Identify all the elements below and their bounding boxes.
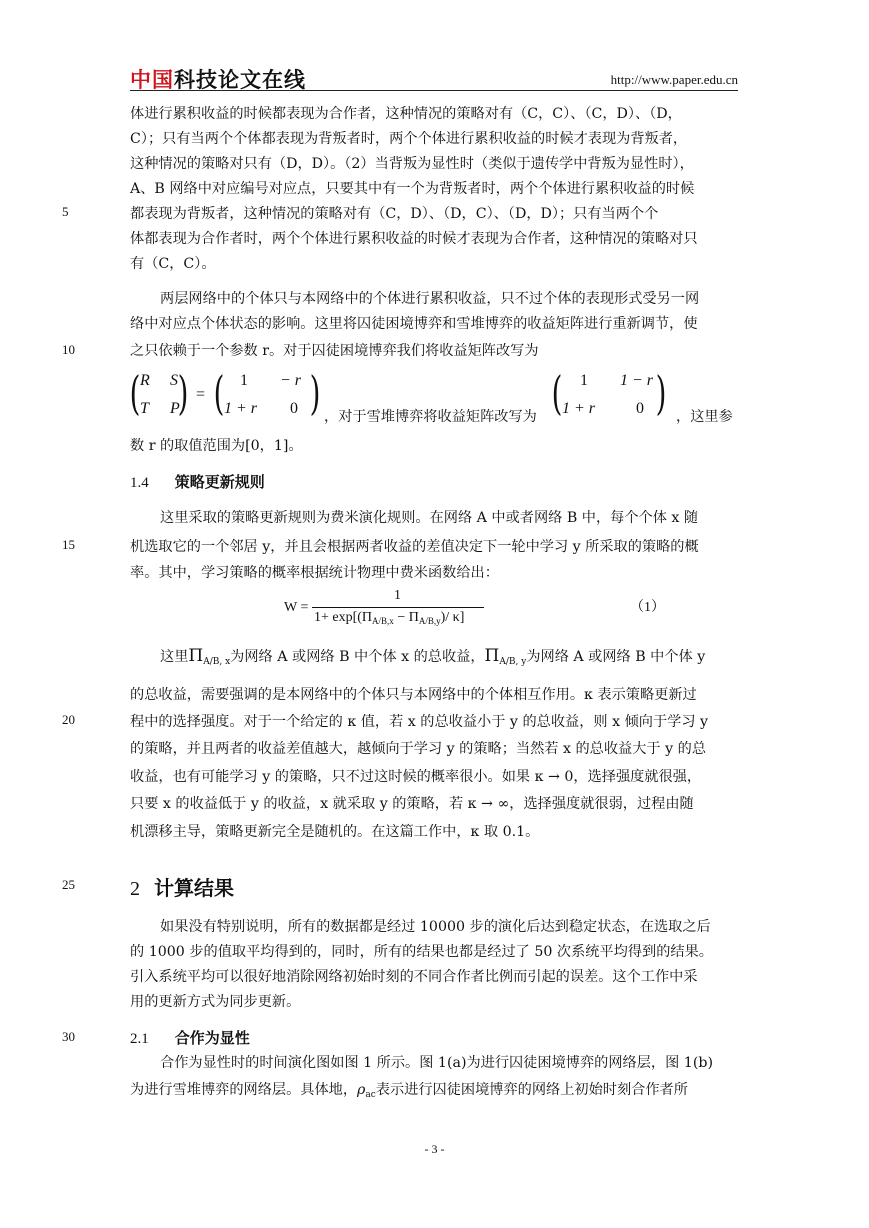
matrix-cell: 0 xyxy=(290,400,298,417)
matrix-cell: R xyxy=(140,372,150,389)
paragraph-line: 这里采取的策略更新规则为费米演化规则。在网络 A 中或者网络 B 中，每个个体 x 随 xyxy=(160,510,699,526)
matrix-cell: T xyxy=(140,400,149,417)
equals-sign: = xyxy=(196,386,206,403)
paragraph-line: 这种情况的策略对只有（D，D）。（2）当背叛为显性时（类似于遗传学中背叛为显性时）， xyxy=(130,156,694,172)
paragraph-line: 这里$\Pi_{A/B, x}$为网络 A 或网络 B 中个体 x 的总收益，$\Pi_{A/B, y}$为网络 A 或网络 B 中个体 y xyxy=(160,646,706,667)
left-paren: ( xyxy=(551,366,563,420)
paragraph-line: A、B 网络中对应编号对应点，只要其中有一个为背叛者时，两个个体进行累积收益的时候 xyxy=(130,181,695,197)
equation-numerator: 1 xyxy=(394,588,401,603)
matrix-text: ，对于雪堆博弈将收益矩阵改写为 xyxy=(324,409,537,425)
matrix-cell: 1 + r xyxy=(224,400,258,417)
matrix-text: ，这里参 xyxy=(676,409,733,425)
left-paren: ( xyxy=(129,366,141,420)
paragraph-line: 引入系统平均可以很好地消除网络初始时刻的不同合作者比例而引起的误差。这个工作中采 xyxy=(130,969,698,985)
left-paren: ( xyxy=(213,366,225,420)
paragraph-line: 如果没有特别说明，所有的数据都是经过 10000 步的演化后达到稳定状态，在选取之后 xyxy=(160,919,711,935)
paragraph-line: 只要 x 的收益低于 y 的收益，x 就采取 y 的策略，若 κ → ∞，选择强度就很弱，过程由随 xyxy=(130,796,694,812)
matrix-cell: P xyxy=(170,400,180,417)
section-heading: 2 计算结果 xyxy=(130,876,234,900)
line-number-20: 20 xyxy=(62,712,75,727)
paragraph-line: 的总收益，需要强调的是本网络中的个体只与本网络中的个体相互作用。κ 表示策略更新过 xyxy=(130,687,697,703)
equation-label: （1） xyxy=(630,600,665,615)
paragraph-line: 的 1000 步的值取平均得到的，同时，所有的结果也都是经过了 50 次系统平均得到的结果。 xyxy=(130,944,713,960)
paragraph-line: 两层网络中的个体只与本网络中的个体进行累积收益，只不过个体的表现形式受另一网 xyxy=(160,291,700,307)
matrix-cell: 1 xyxy=(580,372,588,389)
equation-denominator: $1+ \exp[(\Pi_{A/B,x} - \Pi_{A/B,y})/$ κ] xyxy=(314,610,465,626)
paragraph-line: 用的更新方式为同步更新。 xyxy=(130,994,301,1010)
paragraph-line: 之只依赖于一个参数 r。对于囚徒困境博弈我们将收益矩阵改写为 xyxy=(130,343,539,359)
header-rule xyxy=(130,90,738,91)
matrix-cell: 1 − r xyxy=(620,372,654,389)
paragraph-line: 率。其中，学习策略的概率根据统计物理中费米函数给出： xyxy=(130,565,499,581)
section-heading: 2.1 合作为显性 xyxy=(130,1029,250,1047)
paragraph-line: 机选取它的一个邻居 y，并且会根据两者收益的差值决定下一轮中学习 y 所采取的策略的概 xyxy=(130,539,699,555)
paragraph-line: 体进行累积收益的时候都表现为合作者，这种情况的策略对有（C，C）、（C，D）、（D， xyxy=(130,106,682,122)
paragraph-line: 程中的选择强度。对于一个给定的 κ 值，若 x 的总收益小于 y 的总收益，则 x 倾向于学习 y xyxy=(130,714,709,730)
right-paren: ) xyxy=(655,366,667,420)
journal-logo: 中国科技论文在线 xyxy=(130,68,306,92)
line-number-5: 5 xyxy=(62,204,69,219)
paragraph-line: 络中对应点个体状态的影响。这里将囚徒困境博弈和雪堆博弈的收益矩阵进行重新调节，使 xyxy=(130,316,698,332)
fraction-bar xyxy=(312,607,484,608)
line-number-15: 15 xyxy=(62,537,75,552)
line-number-30: 30 xyxy=(62,1029,75,1044)
matrix-cell: 1 + r xyxy=(562,400,596,417)
paragraph-line: 都表现为背叛者，这种情况的策略对有（C，D）、（D，C）、（D，D）；只有当两个个 xyxy=(130,206,659,222)
line-number-25: 25 xyxy=(62,877,75,892)
equation-lhs: W = xyxy=(284,600,309,615)
paragraph-line: 数 r 的取值范围为[0，1]。 xyxy=(130,438,303,454)
header-url[interactable]: http://www.paper.edu.cn xyxy=(610,72,738,87)
page-number: - 3 - xyxy=(424,1142,445,1156)
right-paren: ) xyxy=(177,366,189,420)
matrix-cell: 1 xyxy=(240,372,248,389)
paragraph-line: 收益，也有可能学习 y 的策略，只不过这时候的概率很小。如果 κ → 0，选择强度就很强， xyxy=(130,769,702,785)
equation-1 xyxy=(284,590,744,636)
paragraph-line: 机漂移主导，策略更新完全是随机的。在这篇工作中，κ 取 0.1。 xyxy=(130,824,540,840)
paragraph-line: 为进行雪堆博弈的网络层。具体地，$\rho_{ac}$表示进行囚徒困境博弈的网络上初始时刻合作者所 xyxy=(130,1082,688,1100)
payoff-matrices xyxy=(130,366,738,426)
paragraph-line: 的策略，并且两者的收益差值越大，越倾向于学习 y 的策略；当然若 x 的总收益大于 y 的总 xyxy=(130,741,707,757)
matrix-cell: S xyxy=(170,372,178,389)
paragraph-line: 体都表现为合作者时，两个个体进行累积收益的时候才表现为合作者，这种情况的策略对只 xyxy=(130,231,698,247)
paragraph-line: 合作为显性时的时间演化图如图 1 所示。图 1(a)为进行囚徒困境博弈的网络层，图 1(b) xyxy=(160,1055,713,1071)
matrix-cell: 0 xyxy=(636,400,644,417)
section-heading: 1.4 策略更新规则 xyxy=(130,473,265,491)
right-paren: ) xyxy=(309,366,321,420)
matrix-cell: − r xyxy=(280,372,302,389)
paragraph-line: C）；只有当两个个体都表现为背叛者时，两个个体进行累积收益的时候才表现为背叛者， xyxy=(130,131,688,147)
line-number-10: 10 xyxy=(62,342,75,357)
paragraph-line: 有（C，C）。 xyxy=(130,256,216,272)
